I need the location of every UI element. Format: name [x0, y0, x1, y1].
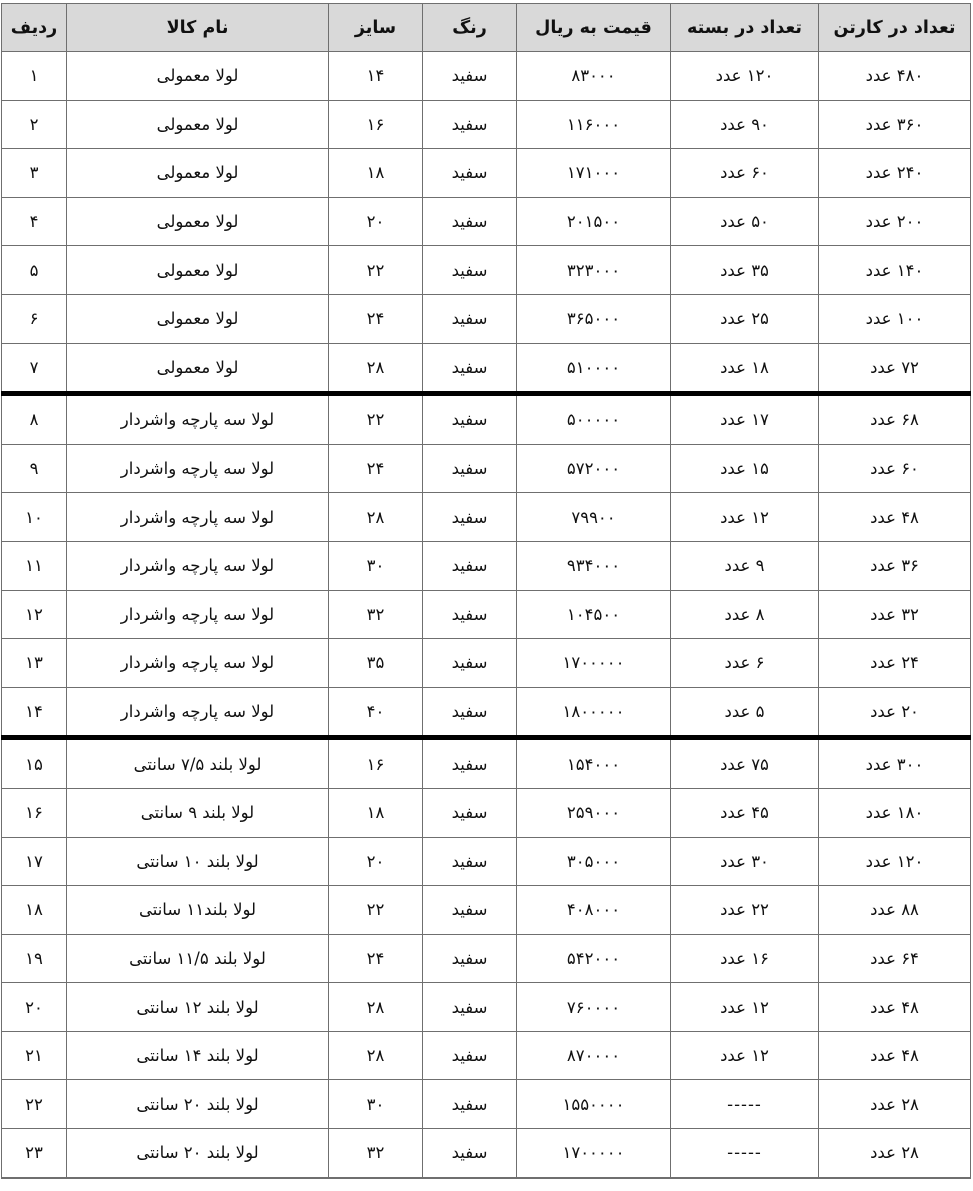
cell-size: ۱۸ — [329, 149, 423, 198]
cell-price: ۳۲۳۰۰۰ — [517, 246, 671, 295]
cell-name: لولا سه پارچه واشردار — [67, 493, 329, 542]
cell-pack: ۳۵ عدد — [671, 246, 819, 295]
cell-radif: ۴ — [2, 197, 67, 246]
cell-pack: ۸ عدد — [671, 590, 819, 639]
cell-color: سفید — [423, 738, 517, 789]
cell-pack: ۵۰ عدد — [671, 197, 819, 246]
product-price-table — [1, 3, 971, 1179]
cell-name: لولا معمولی — [67, 343, 329, 394]
cell-name: لولا بلند ۱۴ سانتی — [67, 1031, 329, 1080]
cell-color: سفید — [423, 788, 517, 837]
cell-size: ۲۸ — [329, 493, 423, 542]
cell-carton: ۱۴۰ عدد — [819, 246, 971, 295]
cell-price: ۵۷۲۰۰۰ — [517, 444, 671, 493]
table-row — [2, 52, 971, 101]
cell-radif: ۱۰ — [2, 493, 67, 542]
cell-name: لولا معمولی — [67, 52, 329, 101]
cell-radif: ۱ — [2, 52, 67, 101]
cell-price: ۳۰۵۰۰۰ — [517, 837, 671, 886]
table-body — [2, 52, 971, 1178]
table-row — [2, 197, 971, 246]
cell-name: لولا بلند ۲۰ سانتی — [67, 1129, 329, 1178]
cell-radif: ۱۸ — [2, 886, 67, 935]
cell-pack: ۹۰ عدد — [671, 100, 819, 149]
table-row — [2, 837, 971, 886]
cell-price: ۱۷۰۰۰۰۰ — [517, 639, 671, 688]
cell-color: سفید — [423, 687, 517, 738]
cell-carton: ۸۸ عدد — [819, 886, 971, 935]
cell-size: ۲۲ — [329, 394, 423, 445]
cell-radif: ۹ — [2, 444, 67, 493]
cell-color: سفید — [423, 1031, 517, 1080]
cell-pack: ۱۲ عدد — [671, 1031, 819, 1080]
cell-color: سفید — [423, 100, 517, 149]
cell-carton: ۱۰۰ عدد — [819, 294, 971, 343]
table-row — [2, 541, 971, 590]
column-header-size: سایز — [329, 4, 423, 52]
cell-carton: ۴۸ عدد — [819, 493, 971, 542]
cell-color: سفید — [423, 246, 517, 295]
cell-radif: ۲۲ — [2, 1080, 67, 1129]
cell-carton: ۳۰۰ عدد — [819, 738, 971, 789]
cell-color: سفید — [423, 149, 517, 198]
cell-name: لولا بلند ۱۲ سانتی — [67, 983, 329, 1032]
cell-size: ۳۲ — [329, 1129, 423, 1178]
cell-price: ۴۰۸۰۰۰ — [517, 886, 671, 935]
cell-size: ۳۵ — [329, 639, 423, 688]
cell-name: لولا سه پارچه واشردار — [67, 444, 329, 493]
cell-pack: ۷۵ عدد — [671, 738, 819, 789]
cell-carton: ۳۶۰ عدد — [819, 100, 971, 149]
cell-carton: ۱۲۰ عدد — [819, 837, 971, 886]
cell-radif: ۳ — [2, 149, 67, 198]
cell-price: ۵۰۰۰۰۰ — [517, 394, 671, 445]
cell-price: ۸۳۰۰۰ — [517, 52, 671, 101]
cell-color: سفید — [423, 444, 517, 493]
cell-color: سفید — [423, 394, 517, 445]
table-row — [2, 493, 971, 542]
cell-name: لولا سه پارچه واشردار — [67, 590, 329, 639]
cell-pack: ۵ عدد — [671, 687, 819, 738]
cell-pack: ۱۲۰ عدد — [671, 52, 819, 101]
cell-radif: ۱۱ — [2, 541, 67, 590]
table-row — [2, 246, 971, 295]
cell-carton: ۱۸۰ عدد — [819, 788, 971, 837]
cell-carton: ۴۸ عدد — [819, 983, 971, 1032]
cell-size: ۱۴ — [329, 52, 423, 101]
cell-color: سفید — [423, 493, 517, 542]
cell-pack: ۱۷ عدد — [671, 394, 819, 445]
cell-price: ۱۱۶۰۰۰ — [517, 100, 671, 149]
column-header-radif: ردیف — [2, 4, 67, 52]
cell-radif: ۸ — [2, 394, 67, 445]
table-row — [2, 149, 971, 198]
cell-carton: ۶۸ عدد — [819, 394, 971, 445]
cell-pack: ۲۵ عدد — [671, 294, 819, 343]
cell-color: سفید — [423, 294, 517, 343]
table-row — [2, 100, 971, 149]
cell-price: ۱۰۴۵۰۰ — [517, 590, 671, 639]
table-row — [2, 738, 971, 789]
cell-carton: ۶۴ عدد — [819, 934, 971, 983]
cell-name: لولا سه پارچه واشردار — [67, 541, 329, 590]
table-row — [2, 886, 971, 935]
cell-size: ۳۲ — [329, 590, 423, 639]
cell-name: لولا معمولی — [67, 100, 329, 149]
cell-radif: ۱۴ — [2, 687, 67, 738]
cell-carton: ۳۲ عدد — [819, 590, 971, 639]
cell-name: لولا معمولی — [67, 294, 329, 343]
column-header-carton: تعداد در کارتن — [819, 4, 971, 52]
cell-radif: ۱۲ — [2, 590, 67, 639]
cell-name: لولا بلند ۲۰ سانتی — [67, 1080, 329, 1129]
table-header-row — [2, 4, 971, 52]
cell-size: ۱۶ — [329, 100, 423, 149]
cell-price: ۷۹۹۰۰ — [517, 493, 671, 542]
cell-size: ۴۰ — [329, 687, 423, 738]
cell-radif: ۵ — [2, 246, 67, 295]
cell-size: ۲۸ — [329, 983, 423, 1032]
cell-pack: ۶۰ عدد — [671, 149, 819, 198]
table-row — [2, 590, 971, 639]
cell-name: لولا سه پارچه واشردار — [67, 639, 329, 688]
cell-radif: ۶ — [2, 294, 67, 343]
cell-radif: ۱۵ — [2, 738, 67, 789]
cell-price: ۱۷۰۰۰۰۰ — [517, 1129, 671, 1178]
cell-size: ۱۸ — [329, 788, 423, 837]
cell-color: سفید — [423, 1080, 517, 1129]
cell-radif: ۲۳ — [2, 1129, 67, 1178]
cell-pack: ۱۲ عدد — [671, 983, 819, 1032]
cell-carton: ۲۸ عدد — [819, 1080, 971, 1129]
cell-name: لولا بلند۱۱ سانتی — [67, 886, 329, 935]
cell-size: ۲۲ — [329, 886, 423, 935]
cell-price: ۲۵۹۰۰۰ — [517, 788, 671, 837]
cell-pack: ۴۵ عدد — [671, 788, 819, 837]
table-row — [2, 444, 971, 493]
cell-size: ۱۶ — [329, 738, 423, 789]
cell-radif: ۱۶ — [2, 788, 67, 837]
cell-carton: ۲۰۰ عدد — [819, 197, 971, 246]
cell-name: لولا سه پارچه واشردار — [67, 687, 329, 738]
cell-color: سفید — [423, 343, 517, 394]
cell-carton: ۴۸۰ عدد — [819, 52, 971, 101]
cell-size: ۲۲ — [329, 246, 423, 295]
table-row — [2, 343, 971, 394]
cell-color: سفید — [423, 52, 517, 101]
table-row — [2, 1129, 971, 1178]
cell-pack: ۱۵ عدد — [671, 444, 819, 493]
cell-color: سفید — [423, 639, 517, 688]
cell-name: لولا معمولی — [67, 197, 329, 246]
cell-carton: ۲۴۰ عدد — [819, 149, 971, 198]
cell-size: ۲۴ — [329, 444, 423, 493]
table-row — [2, 687, 971, 738]
cell-size: ۲۴ — [329, 294, 423, 343]
cell-name: لولا بلند ۱۱/۵ سانتی — [67, 934, 329, 983]
table-header — [2, 4, 971, 52]
table-row — [2, 934, 971, 983]
cell-name: لولا معمولی — [67, 246, 329, 295]
cell-price: ۵۴۲۰۰۰ — [517, 934, 671, 983]
table-row — [2, 788, 971, 837]
cell-name: لولا بلند ۹ سانتی — [67, 788, 329, 837]
cell-size: ۲۸ — [329, 343, 423, 394]
cell-carton: ۲۰ عدد — [819, 687, 971, 738]
table-row — [2, 1031, 971, 1080]
table-row — [2, 294, 971, 343]
cell-size: ۲۸ — [329, 1031, 423, 1080]
cell-radif: ۲۰ — [2, 983, 67, 1032]
cell-color: سفید — [423, 1129, 517, 1178]
cell-carton: ۷۲ عدد — [819, 343, 971, 394]
column-header-price: قیمت به ریال — [517, 4, 671, 52]
cell-price: ۱۵۴۰۰۰ — [517, 738, 671, 789]
cell-pack: ۲۲ عدد — [671, 886, 819, 935]
cell-size: ۲۴ — [329, 934, 423, 983]
table-row — [2, 983, 971, 1032]
cell-name: لولا سه پارچه واشردار — [67, 394, 329, 445]
cell-carton: ۲۸ عدد — [819, 1129, 971, 1178]
cell-price: ۵۱۰۰۰۰ — [517, 343, 671, 394]
table-row — [2, 1080, 971, 1129]
cell-price: ۸۷۰۰۰۰ — [517, 1031, 671, 1080]
column-header-pack: تعداد در بسته — [671, 4, 819, 52]
cell-pack: ----- — [671, 1080, 819, 1129]
cell-color: سفید — [423, 541, 517, 590]
column-header-name: نام کالا — [67, 4, 329, 52]
cell-color: سفید — [423, 590, 517, 639]
cell-size: ۳۰ — [329, 1080, 423, 1129]
cell-price: ۱۷۱۰۰۰ — [517, 149, 671, 198]
table-row — [2, 639, 971, 688]
cell-color: سفید — [423, 934, 517, 983]
cell-pack: ۱۲ عدد — [671, 493, 819, 542]
cell-name: لولا معمولی — [67, 149, 329, 198]
cell-pack: ۱۸ عدد — [671, 343, 819, 394]
cell-size: ۳۰ — [329, 541, 423, 590]
cell-price: ۲۰۱۵۰۰ — [517, 197, 671, 246]
cell-carton: ۶۰ عدد — [819, 444, 971, 493]
cell-color: سفید — [423, 886, 517, 935]
cell-radif: ۱۷ — [2, 837, 67, 886]
cell-radif: ۱۳ — [2, 639, 67, 688]
cell-price: ۷۶۰۰۰۰ — [517, 983, 671, 1032]
cell-color: سفید — [423, 837, 517, 886]
cell-color: سفید — [423, 983, 517, 1032]
cell-price: ۹۳۴۰۰۰ — [517, 541, 671, 590]
cell-pack: ۱۶ عدد — [671, 934, 819, 983]
cell-price: ۱۸۰۰۰۰۰ — [517, 687, 671, 738]
cell-carton: ۳۶ عدد — [819, 541, 971, 590]
cell-price: ۳۶۵۰۰۰ — [517, 294, 671, 343]
cell-pack: ۳۰ عدد — [671, 837, 819, 886]
cell-radif: ۲۱ — [2, 1031, 67, 1080]
table-row — [2, 394, 971, 445]
cell-radif: ۱۹ — [2, 934, 67, 983]
cell-pack: ۶ عدد — [671, 639, 819, 688]
cell-name: لولا بلند ۱۰ سانتی — [67, 837, 329, 886]
cell-price: ۱۵۵۰۰۰۰ — [517, 1080, 671, 1129]
cell-size: ۲۰ — [329, 197, 423, 246]
cell-name: لولا بلند ۷/۵ سانتی — [67, 738, 329, 789]
cell-color: سفید — [423, 197, 517, 246]
cell-radif: ۷ — [2, 343, 67, 394]
cell-size: ۲۰ — [329, 837, 423, 886]
cell-pack: ----- — [671, 1129, 819, 1178]
cell-carton: ۴۸ عدد — [819, 1031, 971, 1080]
column-header-color: رنگ — [423, 4, 517, 52]
cell-pack: ۹ عدد — [671, 541, 819, 590]
cell-radif: ۲ — [2, 100, 67, 149]
cell-carton: ۲۴ عدد — [819, 639, 971, 688]
